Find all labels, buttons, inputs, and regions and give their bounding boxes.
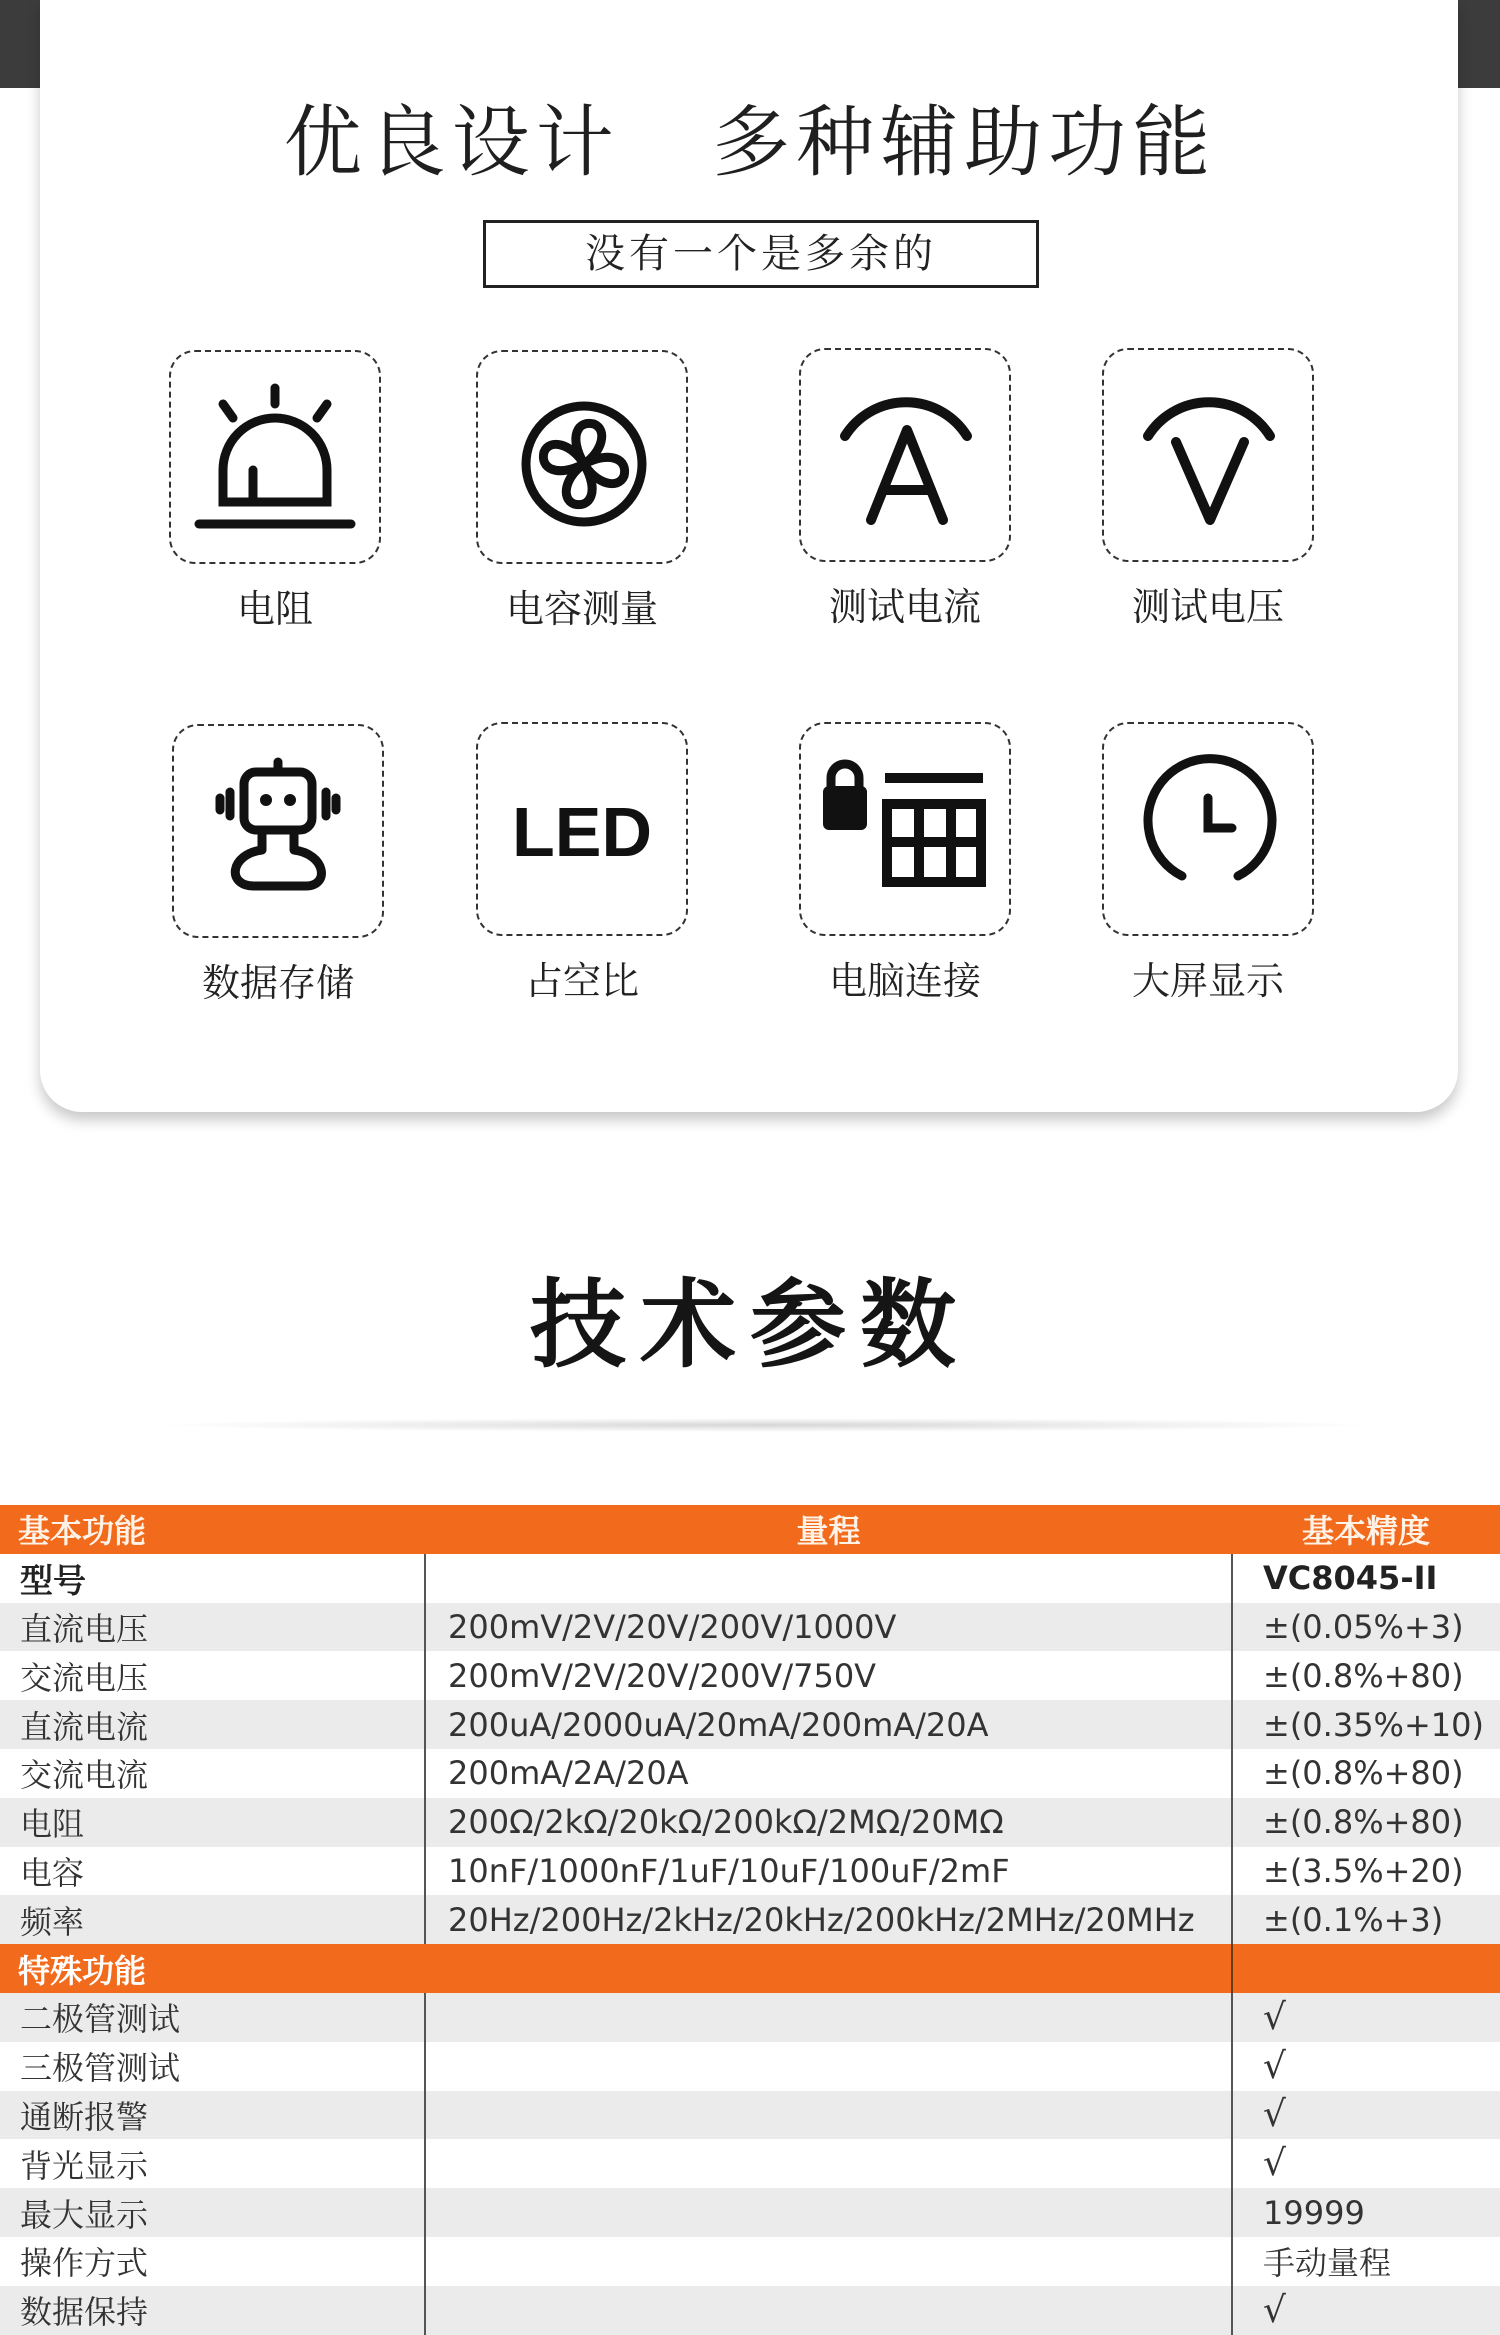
cell-accuracy: ±(0.8%+80) [1232,1749,1500,1798]
table-row [0,1749,1500,1798]
table-cell-empty [425,1993,1232,2042]
led-text: LED [512,793,652,871]
cell-range: 200mA/2A/20A [425,1749,1232,1798]
table-row [0,2139,1500,2188]
table-row [0,1847,1500,1896]
table-row [0,2286,1500,2335]
table-row [0,1798,1500,1847]
feature-icon-box [172,724,384,938]
cell-accuracy: ±(0.05%+3) [1232,1603,1500,1652]
voltmeter-v-icon [1104,350,1316,564]
feature-icon-box [1102,722,1314,936]
cell-value: 19999 [1232,2188,1500,2237]
cell-function: 三极管测试 [0,2042,425,2091]
cell-accuracy: ±(0.1%+3) [1232,1895,1500,1944]
cell-value: 手动量程 [1232,2237,1500,2286]
cell-range: 200mV/2V/20V/200V/1000V [425,1603,1232,1652]
table-cell-empty [425,2237,1232,2286]
header-range: 量程 [425,1505,1232,1554]
table-row [0,1651,1500,1700]
feature-label: 电阻 [236,587,313,631]
feature-large-display [1098,722,1318,1022]
feature-label: 大屏显示 [1131,959,1284,1003]
table-cell-empty [425,2286,1232,2335]
table-row [0,1895,1500,1944]
feature-label: 电脑连接 [828,959,981,1003]
cell-range: 200mV/2V/20V/200V/750V [425,1651,1232,1700]
special-functions-label: 特殊功能 [0,1944,1232,1993]
feature-resistance [165,350,385,650]
table-cell-empty [1232,1944,1500,1993]
table-row [0,1993,1500,2042]
tech-params-title: 技术参数 [530,1269,970,1381]
ammeter-a-icon [801,350,1013,564]
feature-label: 测试电流 [828,585,981,629]
table-row [0,2091,1500,2140]
cell-function: 交流电流 [0,1749,425,1798]
header-function: 基本功能 [0,1505,425,1554]
cell-range: 200uA/2000uA/20mA/200mA/20A [425,1700,1232,1749]
cell-function: 直流电压 [0,1603,425,1652]
table-header-row [0,1505,1500,1554]
alarm-light-icon [171,352,383,566]
model-label: 型号 [0,1554,425,1603]
feature-data-storage [168,724,388,1024]
cell-range: 20Hz/200Hz/2kHz/20kHz/200kHz/2MHz/20MHz [425,1895,1232,1944]
feature-label: 测试电压 [1131,585,1284,629]
cell-function: 电阻 [0,1798,425,1847]
special-functions-header [0,1944,1500,1993]
cell-check: √ [1232,2091,1500,2140]
cell-function: 通断报警 [0,2091,425,2140]
cell-check: √ [1232,2139,1500,2188]
feature-current [795,348,1015,648]
features-headline: 优良设计 多种辅助功能 [283,98,1217,188]
feature-label: 占空比 [524,959,639,1003]
clock-icon [1104,724,1316,938]
cell-function: 直流电流 [0,1700,425,1749]
table-cell-empty [425,1554,1232,1603]
cell-check: √ [1232,1993,1500,2042]
feature-icon-box [476,350,688,564]
cell-function: 数据保持 [0,2286,425,2335]
cell-function: 电容 [0,1847,425,1896]
led-text-icon [478,724,690,938]
table-row [0,2042,1500,2091]
robot-icon [174,726,386,940]
table-cell-empty [425,2188,1232,2237]
header-accuracy: 基本精度 [1232,1505,1500,1554]
cell-function: 交流电压 [0,1651,425,1700]
cell-accuracy: ±(3.5%+20) [1232,1847,1500,1896]
cell-accuracy: ±(0.35%+10) [1232,1700,1500,1749]
model-row [0,1554,1500,1603]
cell-accuracy: ±(0.8%+80) [1232,1798,1500,1847]
feature-capacitance [472,350,692,650]
cell-function: 频率 [0,1895,425,1944]
spec-table [0,1505,1500,2335]
cell-range: 200Ω/2kΩ/20kΩ/200kΩ/2MΩ/20MΩ [425,1798,1232,1847]
table-cell-empty [425,2139,1232,2188]
cell-function: 最大显示 [0,2188,425,2237]
cell-range: 10nF/1000nF/1uF/10uF/100uF/2mF [425,1847,1232,1896]
table-cell-empty [425,2091,1232,2140]
feature-icon-box [476,722,688,936]
table-row [0,2188,1500,2237]
cell-function: 二极管测试 [0,1993,425,2042]
feature-icon-box [799,722,1011,936]
feature-label: 数据存储 [201,961,354,1005]
features-subtitle: 没有一个是多余的 [483,220,1039,288]
cell-function: 背光显示 [0,2139,425,2188]
fan-icon [478,352,690,566]
model-value: VC8045-II [1232,1554,1500,1603]
cell-check: √ [1232,2286,1500,2335]
feature-pc-connection [795,722,1015,1022]
feature-icon-box [1102,348,1314,562]
feature-icon-box [799,348,1011,562]
feature-icon-box [169,350,381,564]
feature-voltage [1098,348,1318,648]
table-row [0,2237,1500,2286]
cell-function: 操作方式 [0,2237,425,2286]
table-cell-empty [425,2042,1232,2091]
table-row [0,1603,1500,1652]
lock-grid-icon [801,724,1013,938]
cell-accuracy: ±(0.8%+80) [1232,1651,1500,1700]
feature-label: 电容测量 [505,587,658,631]
feature-duty-cycle [472,722,692,1022]
title-shadow [150,1418,1380,1432]
table-row [0,1700,1500,1749]
cell-check: √ [1232,2042,1500,2091]
